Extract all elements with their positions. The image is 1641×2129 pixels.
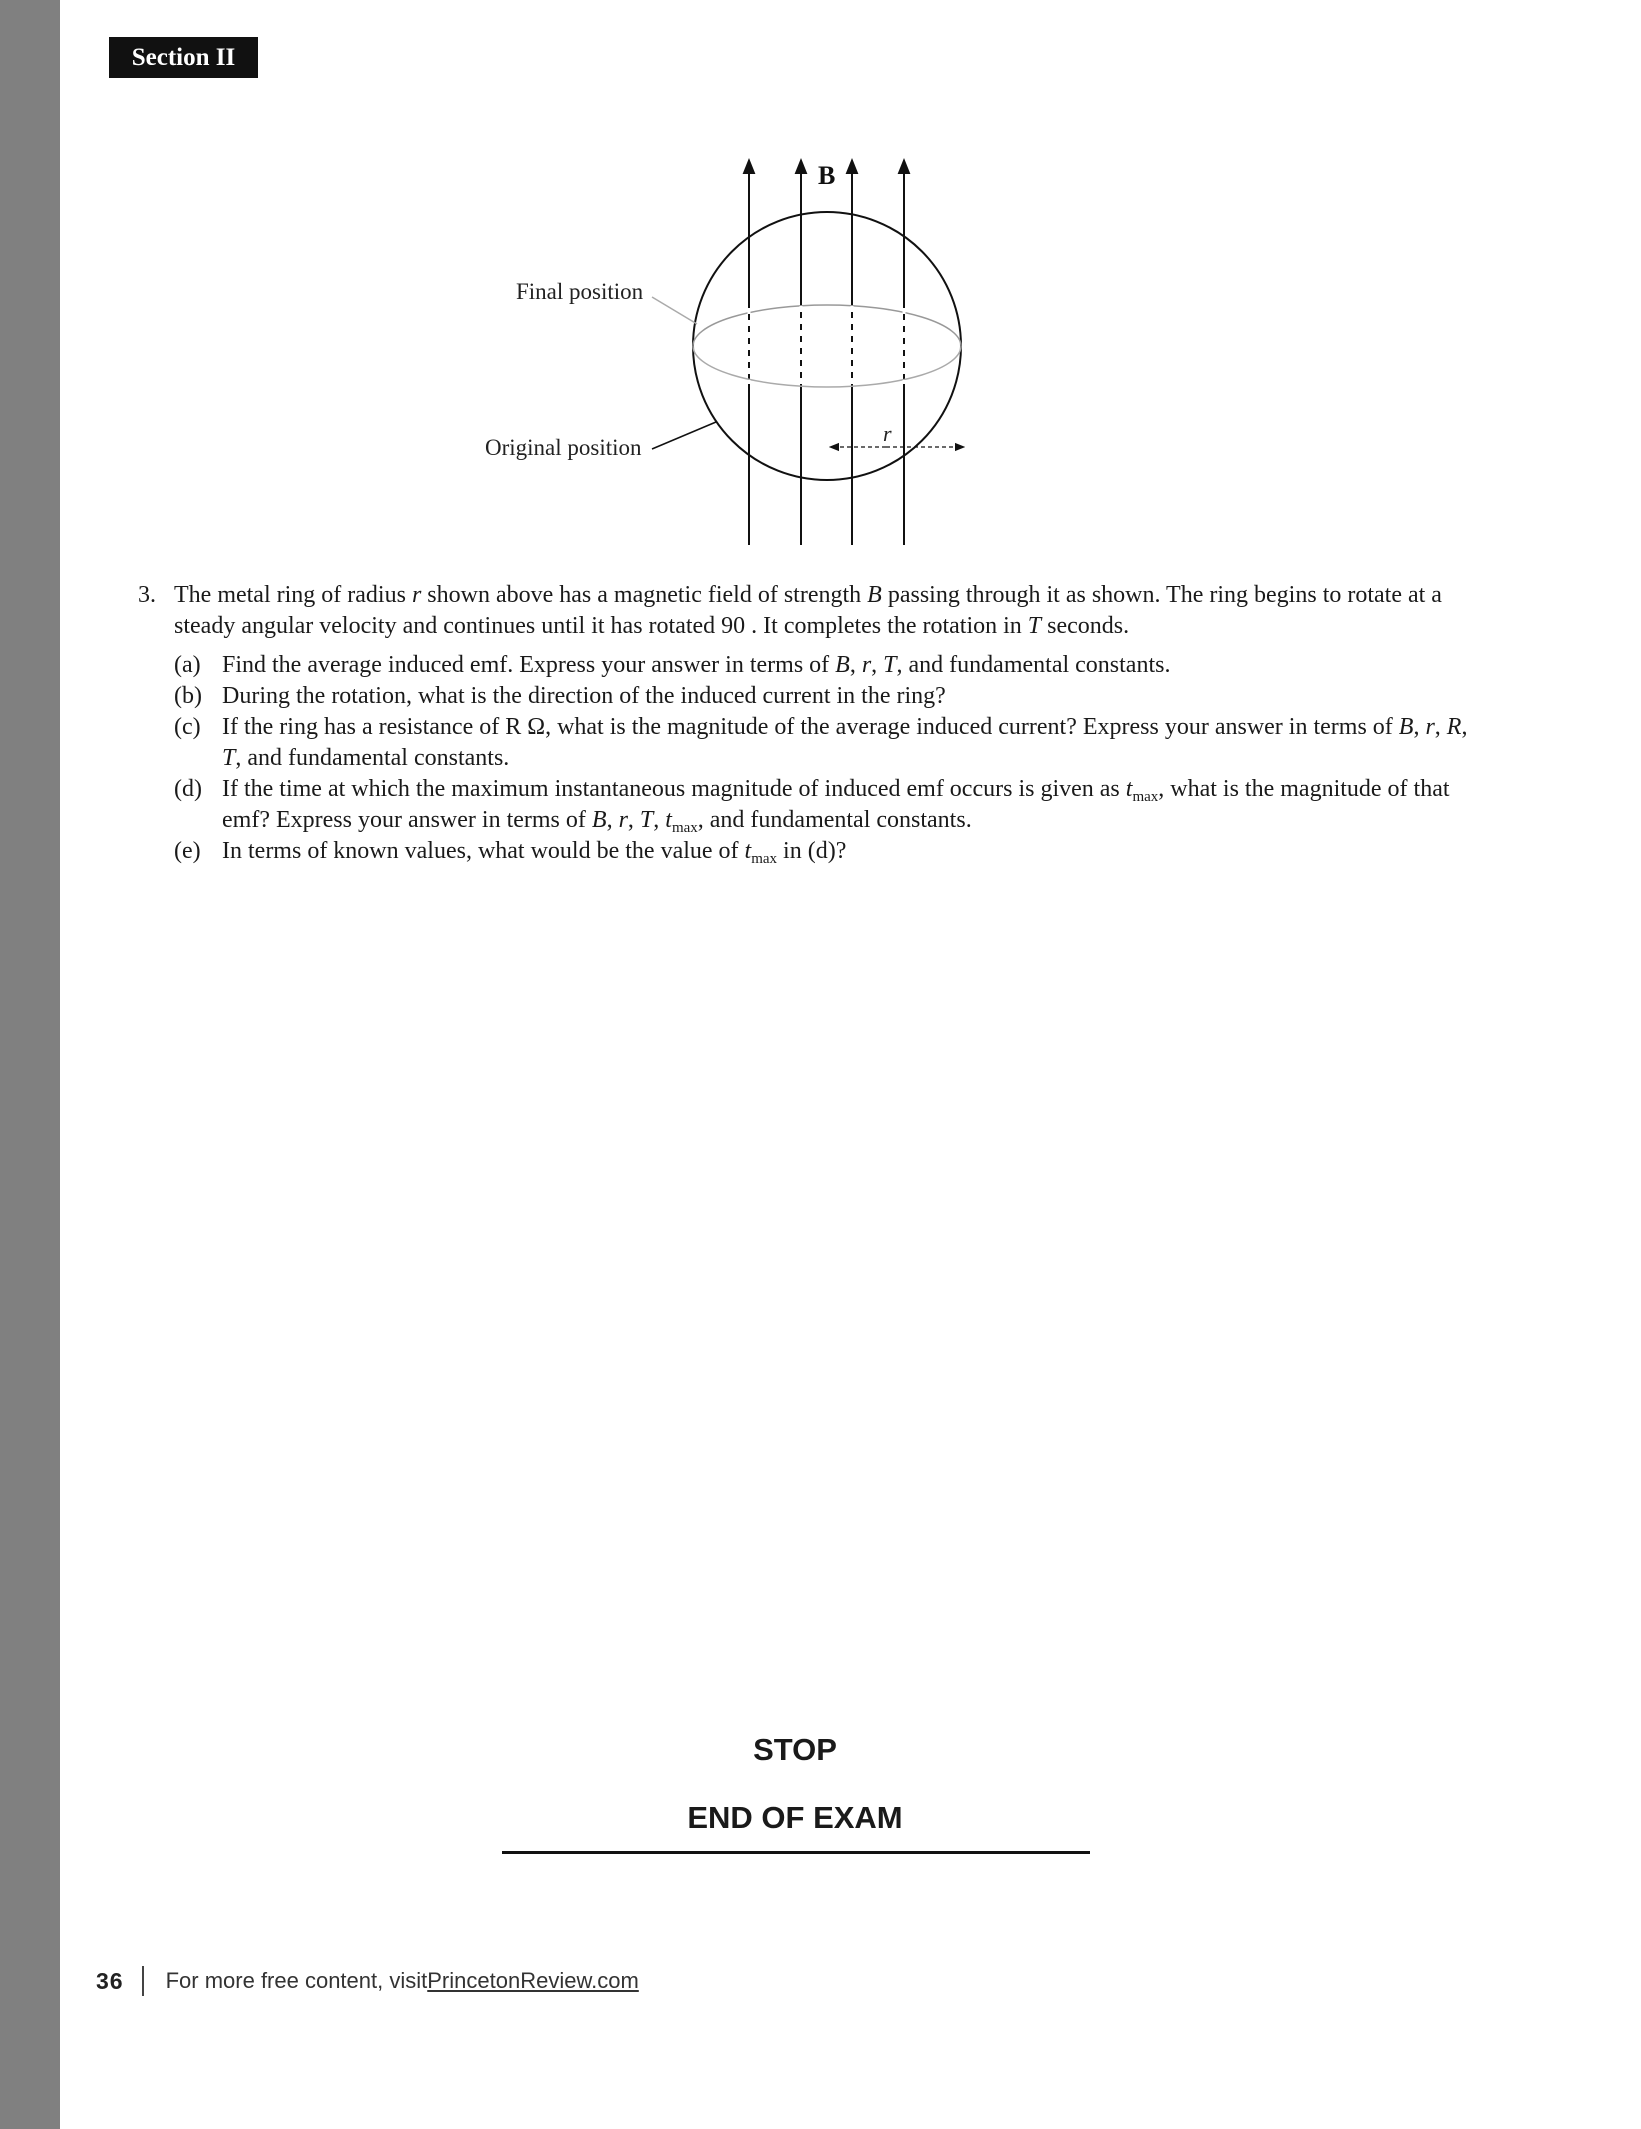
original-position-label: Original position: [485, 435, 642, 460]
final-position-label: Final position: [516, 279, 644, 304]
question-part: (d) If the time at which the maximum instantaneous magnitude of induced emf occurs is given as $t_{max}$, what is the magnitude of that emf? Express your answer in terms of B, r, T, $t_{max}$, and fundamental constants.: [174, 776, 1450, 836]
question-parts: [174, 650, 1478, 867]
end-of-exam-heading: END OF EXAM: [687, 1800, 903, 1835]
footer-text: For more free content, visit: [165, 1968, 428, 1993]
stop-heading: STOP: [753, 1732, 837, 1767]
question-3: [138, 580, 1478, 867]
footer-link[interactable]: PrincetonReview.com: [427, 1968, 639, 1993]
question-part: (e) In terms of known values, what would be the value of $t_{max}$ in (d)?: [174, 838, 847, 867]
end-rule: [502, 1851, 1090, 1854]
radius-label: r: [883, 421, 892, 446]
final-ring-front: [693, 346, 961, 387]
question-part: (c) If the ring has a resistance of R Ω, what is the magnitude of the average induced current? Express your answer in terms of B, r, R, T, and fundamental constants.: [174, 714, 1468, 771]
original-leader: [652, 422, 716, 449]
final-ring-back: [693, 305, 961, 346]
question-part: (b) During the rotation, what is the direction of the induced current in the ring?: [174, 683, 946, 709]
page-number: 36: [96, 1967, 124, 1994]
footer: [96, 1966, 639, 1996]
ring-figure: [0, 0, 1641, 600]
section-tab: Section II: [109, 37, 258, 78]
footer-divider: [142, 1966, 144, 1996]
question-stem: The metal ring of radius r shown above has a magnetic field of strength B passing through it as shown. The ring begins to rotate at a steady angular velocity and continues until it has rotated 90 . It completes the rotation in T seconds.: [174, 582, 1442, 639]
field-label: B: [818, 161, 836, 190]
question-part: (a) Find the average induced emf. Express your answer in terms of B, r, T, and fundamental constants.: [174, 652, 1171, 678]
final-leader: [652, 297, 697, 324]
original-ring: [693, 212, 961, 480]
question-number: 3.: [138, 582, 156, 608]
